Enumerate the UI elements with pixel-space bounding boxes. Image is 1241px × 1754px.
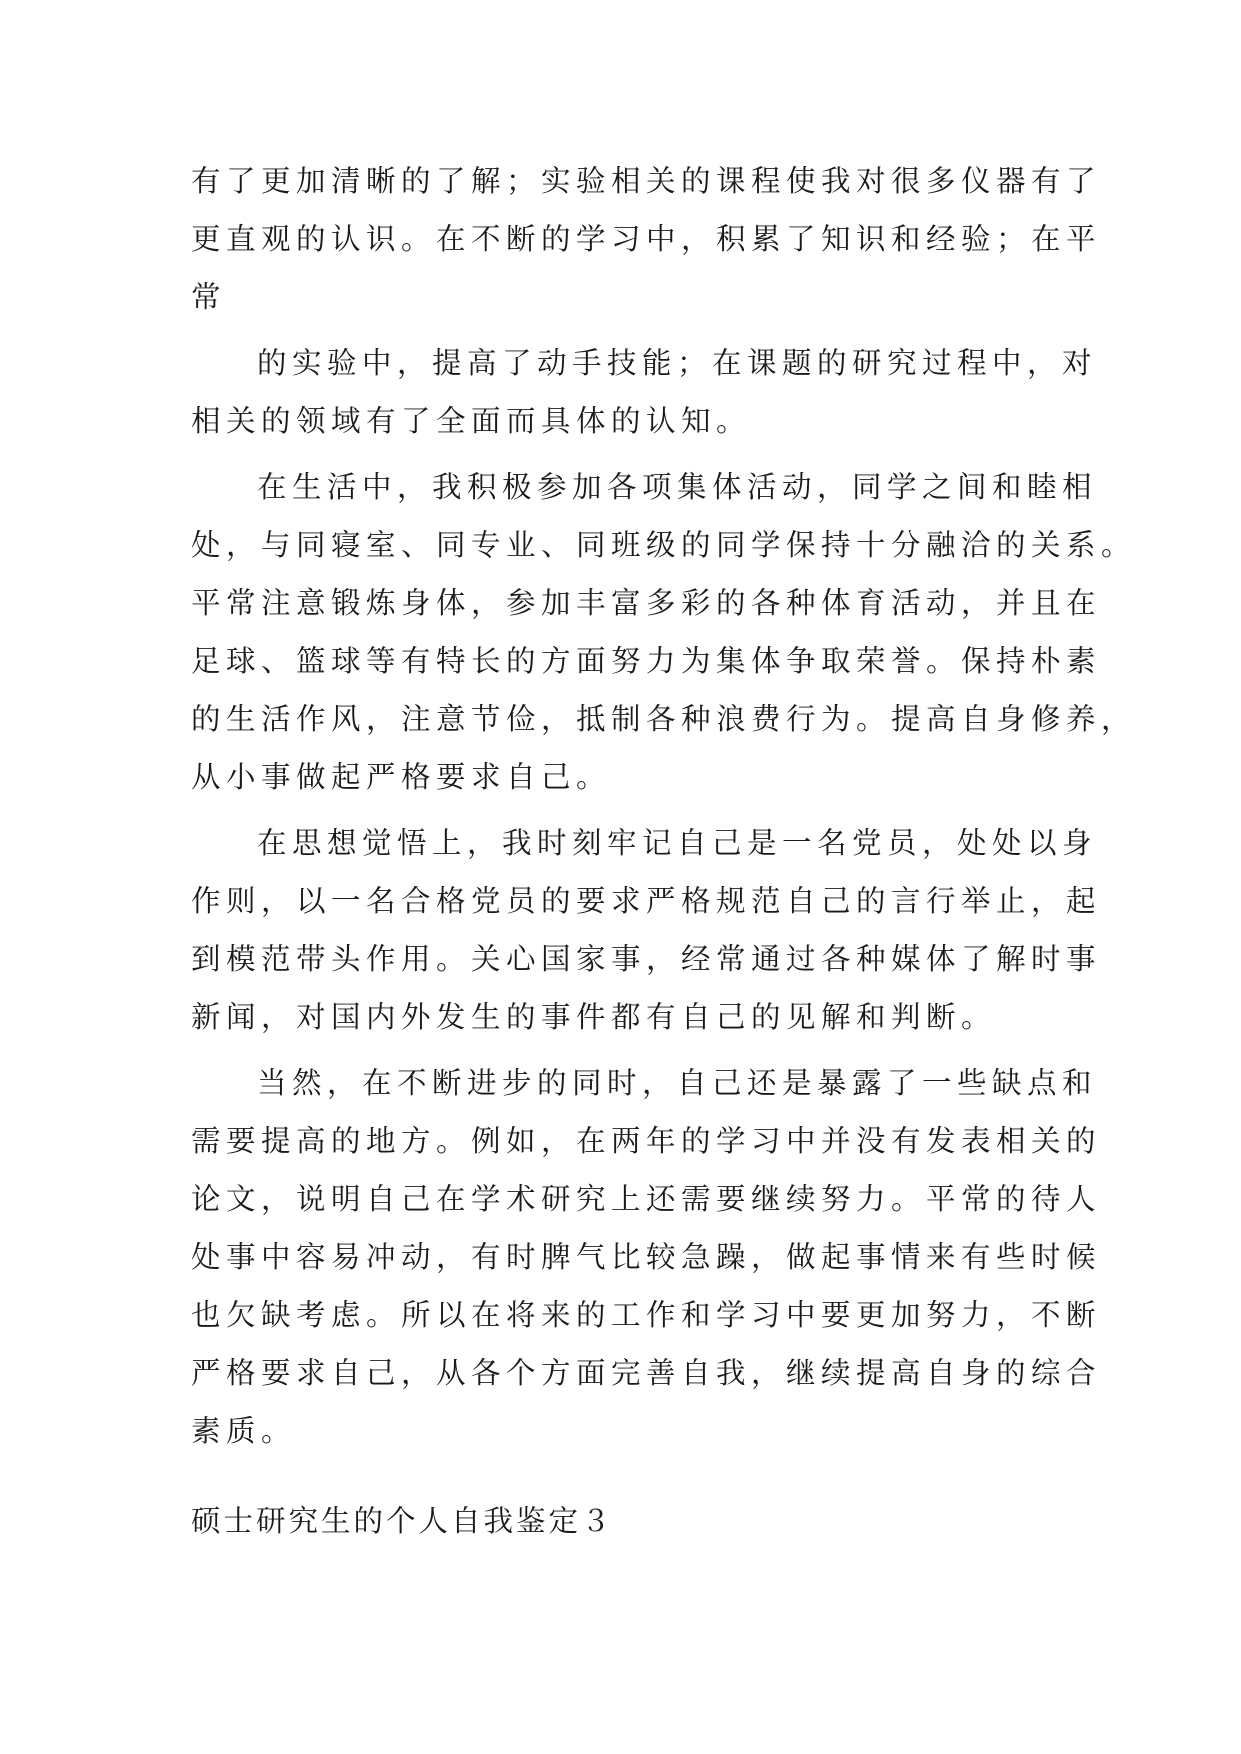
paragraph	[191, 152, 1102, 326]
text-line: 当然，在不断进步的同时，自己还是暴露了一些缺点和	[257, 1066, 1098, 1100]
paragraph-gap	[191, 326, 1053, 334]
text-line: 有了更加清晰的了解；实验相关的课程使我对很多仪器有了	[191, 164, 1102, 198]
text-line: 在生活中，我积极参加各项集体活动，同学之间和睦相	[257, 470, 1098, 504]
text-line: 新闻，对国内外发生的事件都有自己的见解和判断。	[191, 1000, 997, 1034]
text-line: 的实验中，提高了动手技能；在课题的研究过程中，对	[257, 346, 1098, 380]
text-line: 相关的领域有了全面而具体的认知。	[191, 404, 752, 438]
paragraph-gap	[191, 450, 1053, 458]
text-line: 足球、篮球等有特长的方面努力为集体争取荣誉。保持朴素	[191, 644, 1102, 678]
paragraph	[191, 458, 1137, 806]
text-line: 常	[191, 280, 227, 314]
text-line: 需要提高的地方。例如，在两年的学习中并没有发表相关的	[191, 1124, 1102, 1158]
text-line: 处事中容易冲动，有时脾气比较急躁，做起事情来有些时候	[191, 1240, 1102, 1274]
paragraph-gap	[191, 806, 1053, 814]
text-line: 作则，以一名合格党员的要求严格规范自己的言行举止，起	[191, 884, 1102, 918]
text-line: 的生活作风，注意节俭，抵制各种浪费行为。提高自身修养，	[191, 702, 1137, 736]
text-line: 平常注意锻炼身体，参加丰富多彩的各种体育活动，并且在	[191, 586, 1102, 620]
text-line: 素质。	[191, 1414, 297, 1448]
paragraph	[191, 1054, 1102, 1460]
paragraph-gap	[191, 1046, 1053, 1054]
text-line: 在思想觉悟上，我时刻牢记自己是一名党员，处处以身	[257, 826, 1098, 860]
text-line: 到模范带头作用。关心国家事，经常通过各种媒体了解时事	[191, 942, 1102, 976]
text-line: 处，与同寝室、同专业、同班级的同学保持十分融洽的关系。	[191, 528, 1137, 562]
text-line: 严格要求自己，从各个方面完善自我，继续提高自身的综合	[191, 1356, 1102, 1390]
paragraph	[191, 814, 1102, 1046]
text-line: 论文，说明自己在学术研究上还需要继续努力。平常的待人	[191, 1182, 1102, 1216]
document-body	[191, 152, 1137, 1460]
section-heading: 硕士研究生的个人自我鉴定３	[191, 1504, 614, 1538]
text-line: 更直观的认识。在不断的学习中，积累了知识和经验；在平	[191, 222, 1102, 256]
text-line: 也欠缺考虑。所以在将来的工作和学习中要更加努力，不断	[191, 1298, 1102, 1332]
paragraph	[191, 334, 1098, 450]
text-line: 从小事做起严格要求自己。	[191, 760, 612, 794]
